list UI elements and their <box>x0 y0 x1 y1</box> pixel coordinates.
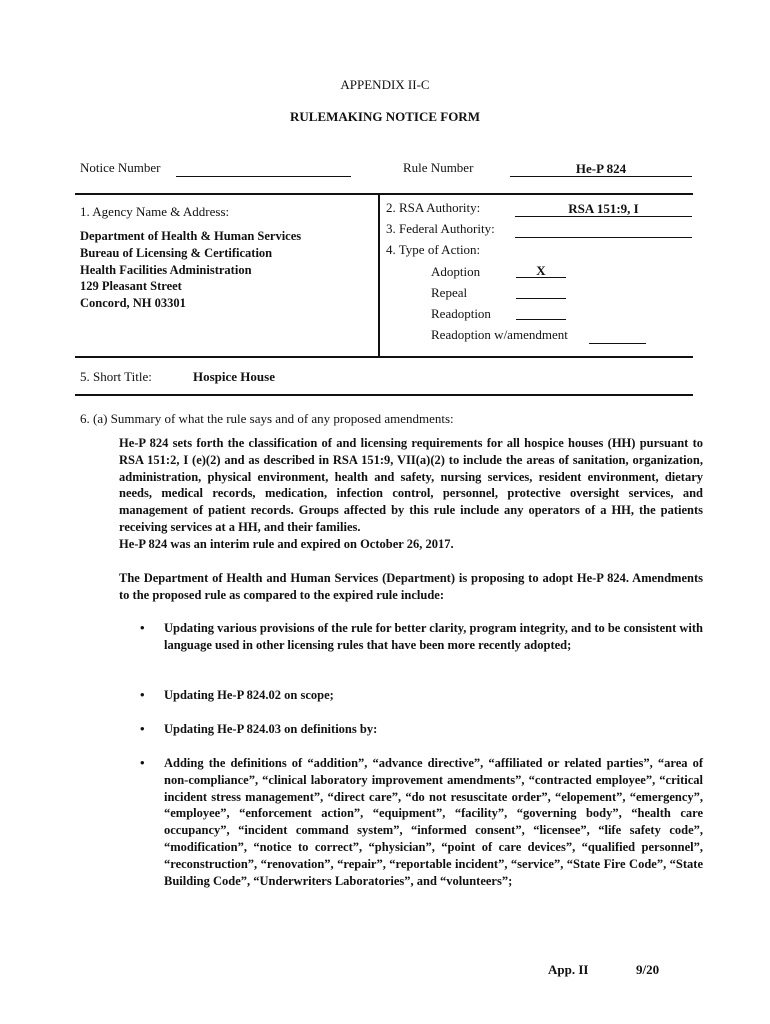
rsa-authority-label: 2. RSA Authority: <box>386 200 481 215</box>
bullet-icon: • <box>140 755 145 770</box>
short-title-rule <box>75 394 693 396</box>
action-repeal-label: Repeal <box>431 285 468 300</box>
box-bottom-rule <box>75 356 693 358</box>
action-adoption-label: Adoption <box>431 264 481 279</box>
list-item-text: Updating various provisions of the rule for better clarity, program integrity, and to be consistent with language used in other licensing rules that have been more recently adopted; <box>164 621 703 652</box>
box-top-rule <box>75 193 693 195</box>
agency-line: Department of Health & Human Services <box>80 229 302 243</box>
box-divider <box>378 193 380 356</box>
rule-number-field[interactable]: He-P 824 <box>510 161 692 177</box>
appendix-heading: APPENDIX II-C <box>340 77 430 92</box>
action-readoption-amend-field[interactable] <box>589 329 646 344</box>
bullet-icon: • <box>140 620 145 635</box>
page-number: 9/20 <box>636 962 660 977</box>
summary-text: He-P 824 sets forth the classification of and licensing requirements for all hospice houses (HH) pursuant to RSA 151:2, I (e)(2) and as described in RSA 151:9, VII(a)(2) to include the areas of sanitation, organization, administration, physical environment, health and safety, nursing services, resident environment, dietary needs, medical records, medication, infection control, personnel, protective oversight services, and management of patient records. Groups affected by this rule include any operators of a HH, the patients receiving services at a HH, and their families. <box>119 436 703 534</box>
list-item-text: Adding the definitions of “addition”, “advance directive”, “affiliated or related parties”, “area of non-compliance”, “clinical laboratory improvement amendments”, “contracted employee”, “critical incident stress management”, “direct care”, “do not resuscitate order”, “elopement”, “emergency”, “employee”, “enforcement action”, “equipment”, “facility”, “governing body”, “health care occupancy”, “incident command system”, “informed consent”, “licensee”, “life safety code”, “modification”, “notice to correct”, “physician”, “point of care devices”, “qualified personnel”, “reconstruction”, “renovation”, “repair”, “reportable incident”, “service”, “State Fire Code”, “State Building Code”, “Underwriters Laboratories”, and “volunteers”; <box>164 756 703 888</box>
amendment-list <box>140 620 703 920</box>
short-title-label: 5. Short Title: <box>80 369 152 384</box>
agency-line: Bureau of Licensing & Certification <box>80 245 273 260</box>
list-item-text: Updating He-P 824.02 on scope; <box>164 688 334 702</box>
agency-line: 129 Pleasant Street <box>80 279 182 294</box>
rsa-authority-field[interactable]: RSA 151:9, I <box>515 201 692 217</box>
action-readoption-field[interactable] <box>516 305 566 320</box>
action-readoption-amend-label: Readoption w/amendment <box>431 327 568 342</box>
proposal-paragraph: The Department of Health and Human Services (Department) is proposing to adopt He-P 824. Amendments to the proposed rule as compared to the expired rule include: <box>119 571 703 602</box>
federal-authority-field[interactable] <box>515 222 692 238</box>
footer-appendix: App. II <box>548 962 589 977</box>
agency-line: Health Facilities Administration <box>80 262 252 277</box>
rule-number-label: Rule Number <box>403 160 474 175</box>
federal-authority-label: 3. Federal Authority: <box>386 221 495 236</box>
bullet-icon: • <box>140 687 145 702</box>
action-repeal-field[interactable] <box>516 284 566 299</box>
notice-number-field[interactable] <box>176 161 351 177</box>
bullet-icon: • <box>140 721 145 736</box>
summary-label: 6. (a) Summary of what the rule says and of any proposed amendments: <box>80 411 454 426</box>
form-title: RULEMAKING NOTICE FORM <box>290 109 480 124</box>
agency-label: 1. Agency Name & Address: <box>80 204 230 219</box>
notice-number-label: Notice Number <box>80 160 161 175</box>
action-adoption-field[interactable]: X <box>516 263 566 278</box>
action-readoption-label: Readoption <box>431 306 491 321</box>
agency-address <box>80 228 301 312</box>
type-of-action-label: 4. Type of Action: <box>386 242 481 257</box>
short-title-value: Hospice House <box>193 369 275 384</box>
agency-line: Concord, NH 03301 <box>80 296 186 311</box>
summary-expiry: He-P 824 was an interim rule and expired on October 26, 2017. <box>119 536 454 551</box>
list-item-text: Updating He-P 824.03 on definitions by: <box>164 722 378 736</box>
summary-paragraph <box>119 435 703 553</box>
